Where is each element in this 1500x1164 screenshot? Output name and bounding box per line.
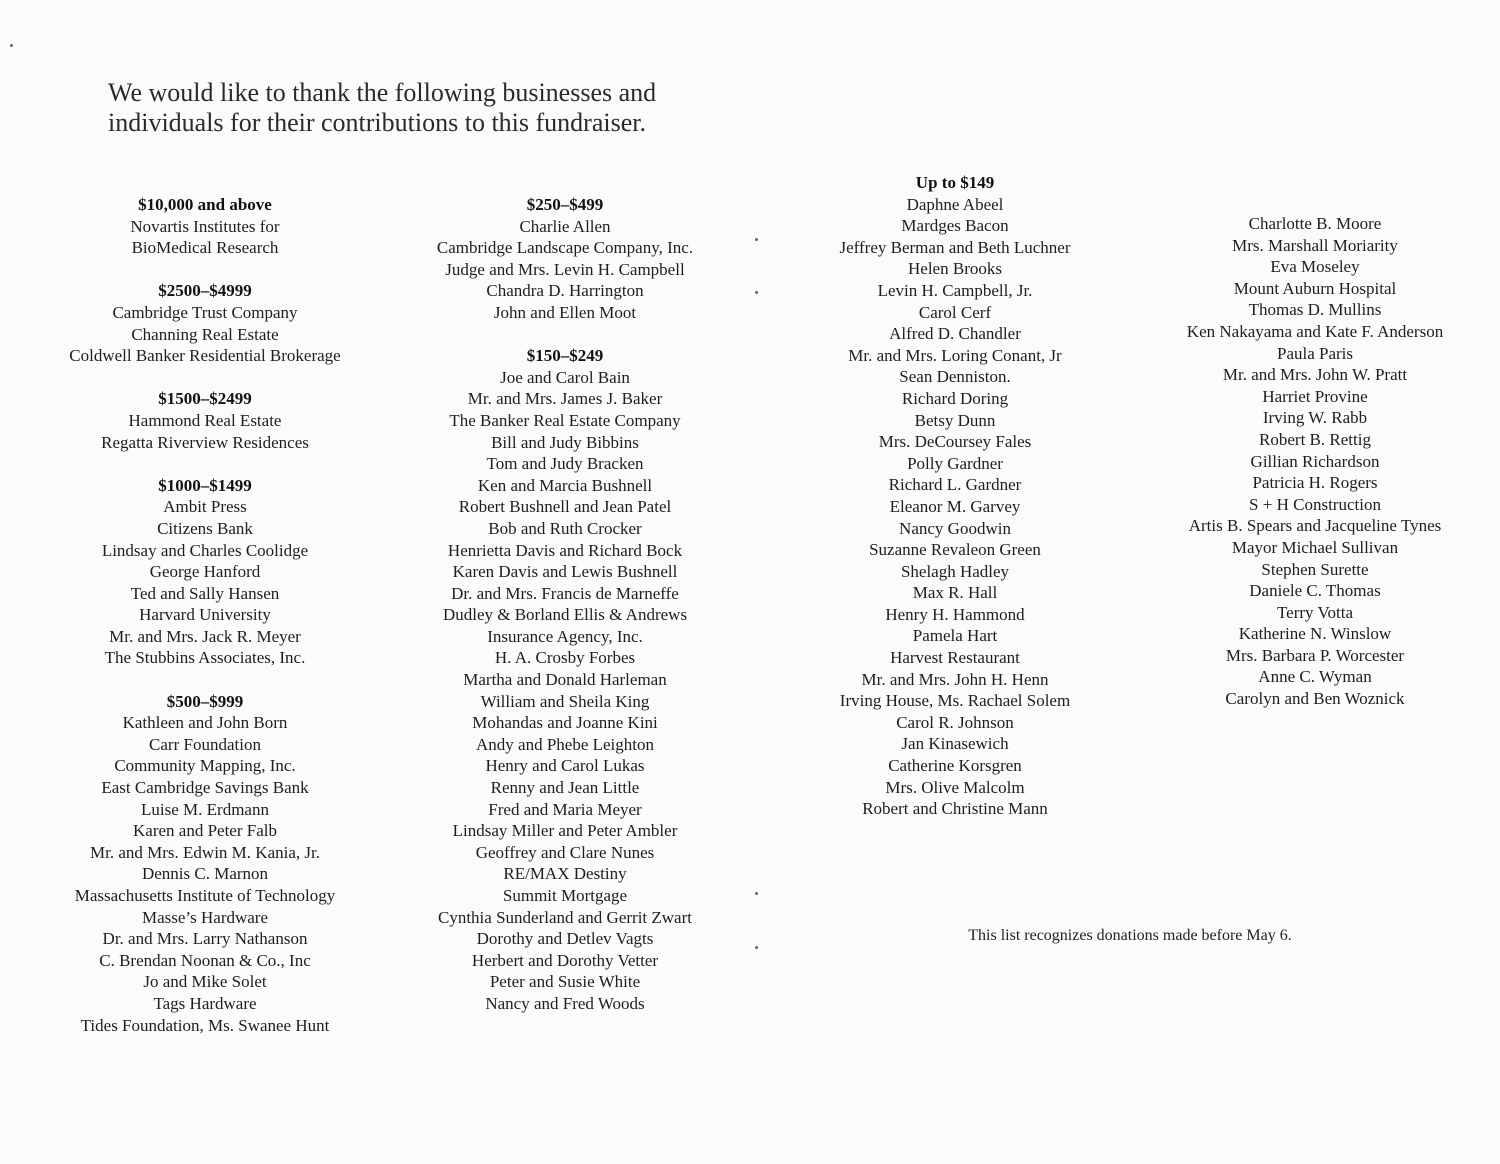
donor-name: Carol R. Johnson bbox=[896, 712, 1014, 732]
donor-name: Eva Moseley bbox=[1270, 257, 1360, 277]
tier-heading: $1000–$1499 bbox=[158, 475, 252, 495]
tier-heading: $500–$999 bbox=[166, 691, 244, 711]
donor-name: Herbert and Dorothy Vetter bbox=[471, 950, 659, 970]
tier-heading: $1500–$2499 bbox=[158, 389, 252, 409]
donor-name: Ted and Sally Hansen bbox=[130, 583, 280, 603]
donor-name: Cambridge Landscape Company, Inc. bbox=[436, 238, 694, 258]
donor-name: Alfred D. Chandler bbox=[889, 324, 1021, 344]
donor-name: Harvard University bbox=[139, 605, 271, 625]
donor-name: Daniele C. Thomas bbox=[1249, 581, 1381, 601]
donor-name: Patricia H. Rogers bbox=[1252, 473, 1378, 493]
donor-name: Henry and Carol Lukas bbox=[485, 756, 645, 776]
donor-name: Mr. and Mrs. John H. Henn bbox=[861, 669, 1049, 689]
donor-tier bbox=[50, 691, 360, 1037]
donor-name: RE/MAX Destiny bbox=[503, 864, 627, 884]
tier-heading: $10,000 and above bbox=[138, 195, 272, 214]
donor-name: George Hanford bbox=[149, 562, 261, 582]
donor-name: Robert and Christine Mann bbox=[862, 799, 1048, 819]
donor-name: Mayor Michael Sullivan bbox=[1231, 537, 1399, 557]
donor-tier bbox=[50, 388, 360, 453]
thank-you-headline bbox=[108, 78, 728, 138]
headline-line-2: individuals for their contributions to this fundraiser. bbox=[108, 108, 646, 137]
donor-name: S + H Construction bbox=[1249, 494, 1381, 514]
donor-name: Joe and Carol Bain bbox=[500, 367, 630, 387]
donor-name: Dr. and Mrs. Francis de Marneffe bbox=[451, 583, 679, 603]
donor-name: Karen and Peter Falb bbox=[133, 821, 277, 841]
donor-name: C. Brendan Noonan & Co., Inc bbox=[99, 950, 311, 970]
donor-name: Judge and Mrs. Levin H. Campbell bbox=[445, 259, 685, 279]
donor-name: Dudley & Borland Ellis & Andrews bbox=[442, 605, 688, 625]
donor-name: Ken and Marcia Bushnell bbox=[477, 475, 653, 495]
donor-name: Anne C. Wyman bbox=[1258, 667, 1372, 687]
donor-name: Dr. and Mrs. Larry Nathanson bbox=[102, 929, 308, 949]
donor-name: Artis B. Spears and Jacqueline Tynes bbox=[1188, 516, 1442, 536]
donor-name: Dorothy and Detlev Vagts bbox=[476, 929, 654, 949]
donor-name: William and Sheila King bbox=[480, 691, 650, 711]
donor-name: Shelagh Hadley bbox=[900, 561, 1010, 581]
donor-name: Insurance Agency, Inc. bbox=[487, 626, 643, 646]
donor-name: Irving W. Rabb bbox=[1262, 408, 1368, 428]
donor-column-4 bbox=[1150, 213, 1480, 710]
tier-heading: Up to $149 bbox=[915, 173, 995, 192]
donor-name: Harvest Restaurant bbox=[890, 648, 1020, 668]
donor-name: Luise M. Erdmann bbox=[141, 799, 269, 819]
donation-date-note: This list recognizes donations made before May 6. bbox=[968, 927, 1292, 944]
donor-name: Irving House, Ms. Rachael Solem bbox=[839, 691, 1071, 711]
donor-column-1 bbox=[50, 194, 360, 1036]
donor-name: Coldwell Banker Residential Brokerage bbox=[69, 346, 341, 366]
tier-heading: $250–$499 bbox=[526, 195, 604, 214]
donor-tier bbox=[50, 475, 360, 669]
donor-name: Tom and Judy Bracken bbox=[486, 454, 644, 474]
donor-name: H. A. Crosby Forbes bbox=[494, 648, 636, 668]
donor-name: Richard Doring bbox=[901, 388, 1009, 408]
donor-name: Mr. and Mrs. James J. Baker bbox=[467, 389, 663, 409]
donor-name: Peter and Susie White bbox=[489, 972, 641, 992]
donor-name: Suzanne Revaleon Green bbox=[869, 540, 1041, 560]
donor-name: Paula Paris bbox=[1276, 343, 1354, 363]
donor-name: Mrs. Olive Malcolm bbox=[885, 777, 1025, 797]
donor-name: Summit Mortgage bbox=[502, 886, 628, 905]
donor-name: Mr. and Mrs. John W. Pratt bbox=[1222, 365, 1408, 385]
donor-column-3 bbox=[800, 172, 1110, 820]
donor-name: Chandra D. Harrington bbox=[486, 281, 644, 301]
donor-name: Cynthia Sunderland and Gerrit Zwart bbox=[438, 907, 692, 927]
donor-name: Gillian Richardson bbox=[1250, 451, 1380, 471]
donor-name: Max R. Hall bbox=[912, 583, 998, 603]
donor-name: Henrietta Davis and Richard Bock bbox=[447, 540, 683, 560]
donor-name: Polly Gardner bbox=[907, 453, 1003, 473]
donor-name: Karen Davis and Lewis Bushnell bbox=[452, 562, 678, 582]
donor-name: Tags Hardware bbox=[153, 993, 257, 1013]
donor-name: Henry H. Hammond bbox=[885, 604, 1025, 624]
donor-name: Mrs. Marshall Moriarity bbox=[1232, 235, 1398, 255]
donor-name: Bill and Judy Bibbins bbox=[491, 432, 639, 452]
donor-name: Stephen Surette bbox=[1261, 559, 1369, 579]
donor-name: Ambit Press bbox=[163, 497, 247, 517]
donor-name: Cambridge Trust Company bbox=[112, 302, 298, 322]
donor-name: Helen Brooks bbox=[908, 259, 1002, 279]
donor-tier bbox=[405, 345, 725, 1014]
donor-name: East Cambridge Savings Bank bbox=[101, 778, 309, 798]
donor-name: Renny and Jean Little bbox=[490, 778, 640, 798]
donor-tier bbox=[800, 172, 1110, 820]
donor-name: Masse’s Hardware bbox=[141, 907, 269, 927]
donor-name: Catherine Korsgren bbox=[888, 756, 1022, 776]
donor-name: Fred and Maria Meyer bbox=[488, 799, 642, 819]
donor-column-2 bbox=[405, 194, 725, 1015]
donor-name: Mrs. DeCoursey Fales bbox=[878, 432, 1032, 452]
donor-name: Mr. and Mrs. Loring Conant, Jr bbox=[848, 345, 1062, 365]
donor-name: Pamela Hart bbox=[912, 626, 998, 646]
donor-name: Martha and Donald Harleman bbox=[463, 670, 667, 690]
donor-name: Novartis Institutes for bbox=[130, 216, 280, 236]
donor-name: Mount Auburn Hospital bbox=[1233, 278, 1397, 298]
donor-name: Mohandas and Joanne Kini bbox=[472, 713, 658, 733]
donor-name: Levin H. Campbell, Jr. bbox=[877, 280, 1033, 300]
donor-name: Thomas D. Mullins bbox=[1248, 300, 1382, 320]
donor-tier bbox=[50, 280, 360, 366]
donor-name: Betsy Dunn bbox=[914, 410, 996, 430]
donor-name: Katherine N. Winslow bbox=[1238, 624, 1392, 644]
donor-name: Robert Bushnell and Jean Patel bbox=[458, 497, 672, 517]
donor-name: John and Ellen Moot bbox=[493, 302, 637, 322]
donor-name: Mr. and Mrs. Edwin M. Kania, Jr. bbox=[90, 842, 320, 862]
donor-tier bbox=[405, 194, 725, 324]
donor-name: Andy and Phebe Leighton bbox=[476, 734, 654, 754]
donor-name: BioMedical Research bbox=[131, 238, 279, 258]
donor-name: Carolyn and Ben Woznick bbox=[1225, 689, 1405, 709]
donor-name: Mrs. Barbara P. Worcester bbox=[1225, 645, 1405, 665]
donor-name: The Banker Real Estate Company bbox=[449, 410, 681, 430]
donor-name: Carol Cerf bbox=[918, 302, 992, 322]
donor-name: Sean Denniston. bbox=[899, 367, 1011, 387]
donor-name: Richard L. Gardner bbox=[888, 475, 1022, 495]
donor-name: Dennis C. Marnon bbox=[141, 864, 269, 884]
donor-name: Bob and Ruth Crocker bbox=[488, 518, 642, 538]
donor-name: Nancy Goodwin bbox=[899, 518, 1011, 538]
scan-speck bbox=[755, 946, 758, 949]
tier-heading: $2500–$4999 bbox=[158, 281, 252, 301]
donor-name: Jan Kinasewich bbox=[901, 734, 1009, 754]
donor-name: Carr Foundation bbox=[149, 734, 261, 754]
donor-name: Kathleen and John Born bbox=[122, 713, 288, 733]
donor-name: Citizens Bank bbox=[157, 518, 253, 538]
donor-name: Geoffrey and Clare Nunes bbox=[475, 842, 655, 862]
donor-name: The Stubbins Associates, Inc. bbox=[104, 648, 306, 668]
donor-name: Mr. and Mrs. Jack R. Meyer bbox=[109, 626, 301, 646]
donor-name: Hammond Real Estate bbox=[128, 410, 282, 430]
donor-name: Tides Foundation, Ms. Swanee Hunt bbox=[80, 1015, 330, 1035]
donor-tier bbox=[50, 194, 360, 259]
donor-name: Robert B. Rettig bbox=[1259, 429, 1371, 449]
donor-name: Eleanor M. Garvey bbox=[889, 496, 1021, 516]
scan-speck bbox=[755, 892, 758, 895]
scan-speck bbox=[755, 238, 758, 241]
donor-name: Charlie Allen bbox=[519, 216, 611, 236]
donor-name: Harriet Provine bbox=[1262, 386, 1368, 406]
donor-name: Regatta Riverview Residences bbox=[101, 432, 309, 452]
donor-name: Jo and Mike Solet bbox=[143, 972, 267, 992]
donor-name: Massachusetts Institute of Technology bbox=[74, 886, 336, 905]
donor-name: Daphne Abeel bbox=[906, 194, 1004, 214]
donor-name: Channing Real Estate bbox=[131, 324, 279, 344]
donor-name: Terry Votta bbox=[1276, 602, 1354, 622]
donor-name: Ken Nakayama and Kate F. Anderson bbox=[1186, 321, 1444, 341]
donor-name: Nancy and Fred Woods bbox=[485, 993, 645, 1013]
donor-name: Lindsay Miller and Peter Ambler bbox=[452, 821, 678, 841]
headline-line-1: We would like to thank the following businesses and bbox=[108, 78, 657, 107]
donor-tier bbox=[1150, 213, 1480, 710]
scan-speck bbox=[755, 291, 758, 294]
tier-heading: $150–$249 bbox=[526, 346, 604, 366]
donor-name: Mardges Bacon bbox=[901, 216, 1009, 236]
donor-name: Jeffrey Berman and Beth Luchner bbox=[839, 237, 1071, 257]
donor-name: Charlotte B. Moore bbox=[1248, 214, 1382, 233]
donor-name: Community Mapping, Inc. bbox=[114, 756, 296, 776]
scan-speck bbox=[10, 44, 13, 47]
donor-name: Lindsay and Charles Coolidge bbox=[101, 540, 309, 560]
